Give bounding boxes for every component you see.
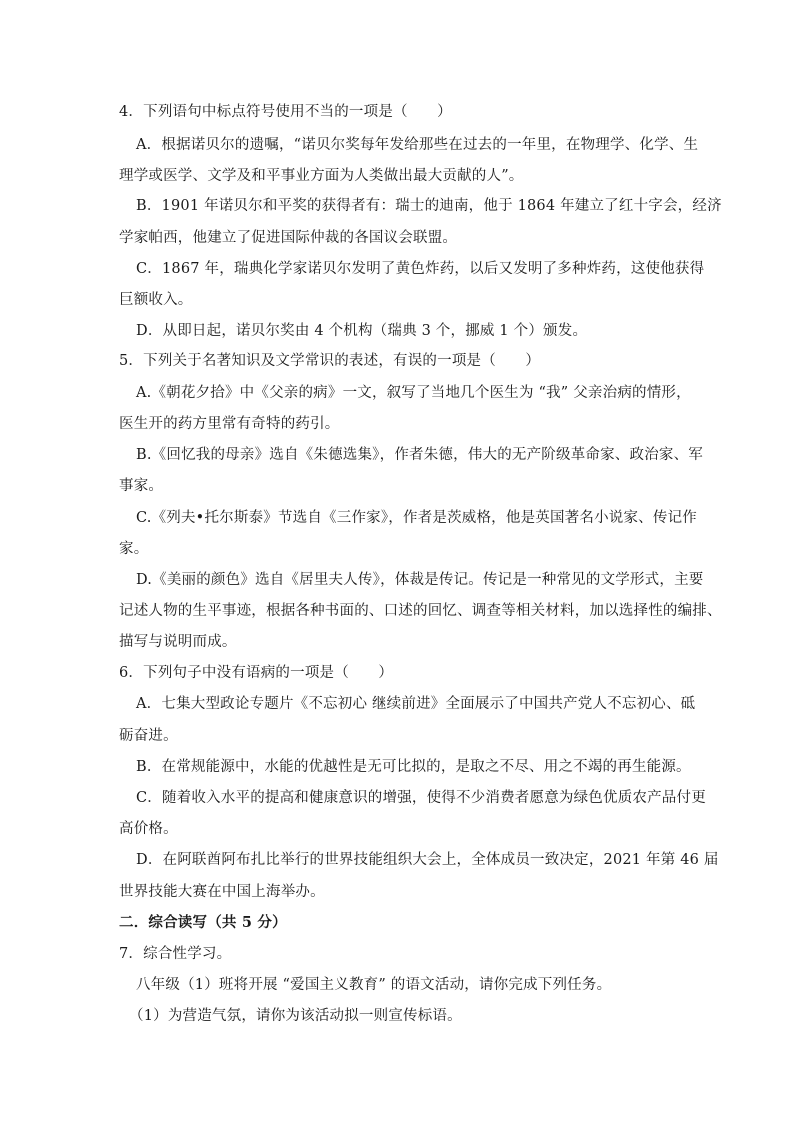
question-7-task-1: （1）为营造气氛，请你为该活动拟一则宣传标语。 (129, 1008, 462, 1024)
question-5-option-b-line-1: B.《回忆我的母亲》选自《朱德选集》，作者朱德，伟大的无产阶级革命家、政治家、军 (136, 447, 704, 463)
question-6-option-a-line-2: 砺奋进。 (119, 728, 178, 744)
question-5-option-d-line-1: D.《美丽的颜色》选自《居里夫人传》，体裁是传记。传记是一种常见的文学形式，主要 (136, 572, 704, 588)
question-5-stem: 5．下列关于名著知识及文学常识的表述，有误的一项是（ ） (119, 353, 541, 369)
question-4-option-d-line-1: D．从即日起，诺贝尔奖由 4 个机构（瑞典 3 个，挪威 1 个）颁发。 (136, 323, 588, 339)
question-4-option-c-line-1: C．1867 年，瑞典化学家诺贝尔发明了黄色炸药，以后又发明了多种炸药，这使他获得 (136, 261, 705, 277)
question-4-option-c-line-2: 巨额收入。 (119, 292, 193, 308)
question-5-option-a-line-2: 医生开的药方里常有奇特的药引。 (119, 416, 340, 432)
section-2-heading: 二．综合读写（共 5 分） (119, 914, 287, 931)
question-7-intro: 八年级（1）班将开展 “爱国主义教育” 的语文活动，请你完成下列任务。 (136, 977, 612, 993)
question-6-option-c-line-2: 高价格。 (119, 821, 178, 837)
question-4-option-a-line-1: A．根据诺贝尔的遗嘱，“诺贝尔奖每年发给那些在过去的一年里，在物理学、化学、生 (136, 137, 699, 153)
question-7-stem: 7．综合性学习。 (119, 946, 232, 962)
question-5-option-c-line-1: C.《列夫•托尔斯泰》节选自《三作家》，作者是茨威格，他是英国著名小说家、传记作 (136, 510, 697, 526)
question-4-option-b-line-1: B．1901 年诺贝尔和平奖的获得者有：瑞士的迪南，他于 1864 年建立了红十字会，经济 (136, 198, 722, 214)
question-6-option-b-line-1: B．在常规能源中，水能的优越性是无可比拟的，是取之不尽、用之不竭的再生能源。 (136, 759, 691, 775)
question-6-option-a-line-1: A．七集大型政论专题片《不忘初心 继续前进》全面展示了中国共产党人不忘初心、砥 (136, 696, 696, 712)
question-5-option-c-line-2: 家。 (119, 541, 149, 557)
question-5-option-a-line-1: A.《朝花夕拾》中《父亲的病》一文，叙写了当地几个医生为 “我” 父亲治病的情形， (136, 385, 691, 401)
question-6-option-c-line-1: C．随着收入水平的提高和健康意识的增强，使得不少消费者愿意为绿色优质农产品付更 (136, 790, 706, 806)
question-5-option-d-line-2: 记述人物的生平事迹，根据各种书面的、口述的回忆、调查等相关材料，加以选择性的编排、 (119, 603, 722, 619)
question-4-option-b-line-2: 学家帕西，他建立了促进国际仲裁的各国议会联盟。 (119, 230, 458, 246)
question-5-option-b-line-2: 事家。 (119, 478, 164, 494)
question-6-option-d-line-1: D．在阿联酋阿布扎比举行的世界技能组织大会上，全体成员一致决定，2021 年第 46 届 (136, 852, 719, 868)
question-5-option-d-line-3: 描写与说明而成。 (119, 634, 237, 650)
question-4-option-a-line-2: 理学或医学、文学及和平事业方面为人类做出最大贡献的人”。 (119, 168, 524, 184)
question-4-stem: 4．下列语句中标点符号使用不当的一项是（ ） (119, 104, 452, 120)
question-6-stem: 6．下列句子中没有语病的一项是（ ） (119, 665, 394, 681)
question-6-option-d-line-2: 世界技能大赛在中国上海举办。 (119, 884, 325, 900)
